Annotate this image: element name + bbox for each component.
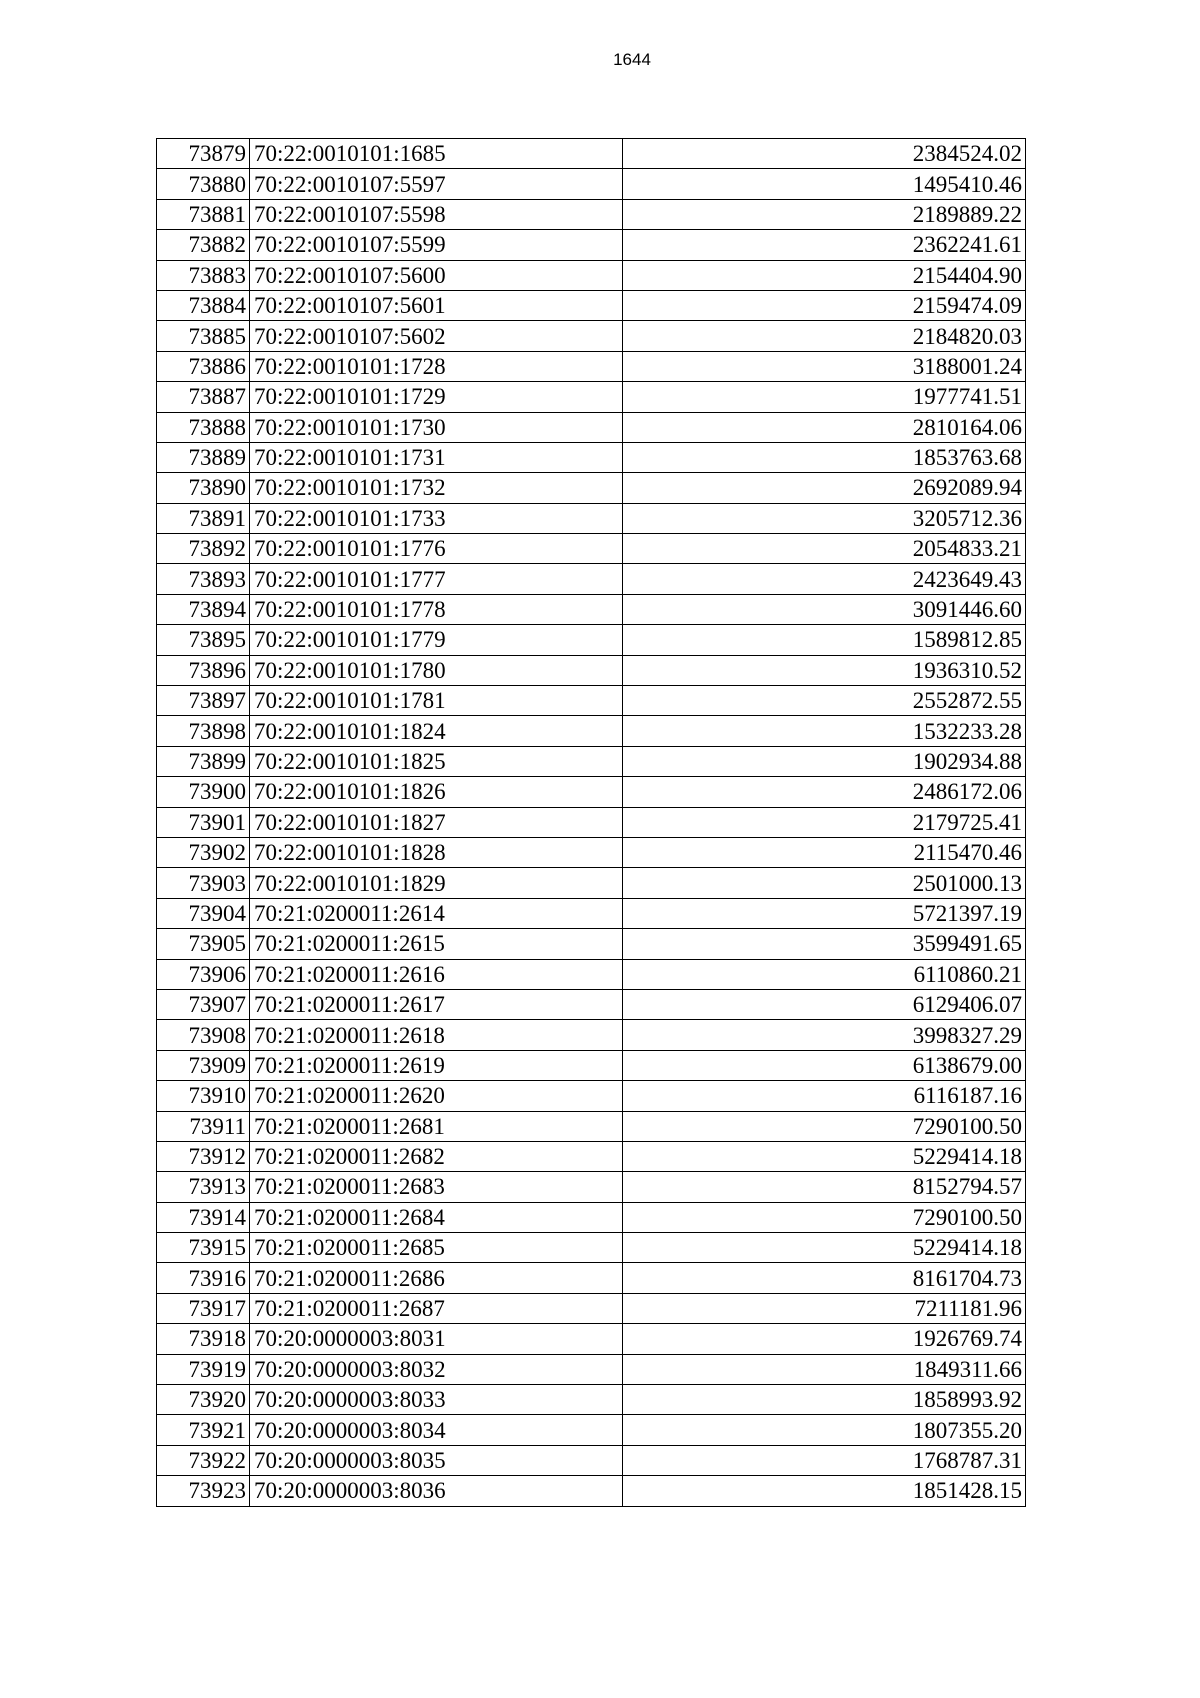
table-row — [157, 1141, 1026, 1171]
row-number-cell: 73881 — [157, 199, 250, 229]
row-number-cell: 73894 — [157, 594, 250, 624]
table-row — [157, 321, 1026, 351]
row-number-cell: 73898 — [157, 716, 250, 746]
value-cell: 3205712.36 — [623, 503, 1026, 533]
table-row — [157, 959, 1026, 989]
table-row — [157, 807, 1026, 837]
row-number-cell: 73921 — [157, 1415, 250, 1445]
cadastral-number-cell: 70:21:0200011:2615 — [250, 929, 623, 959]
row-number-cell: 73907 — [157, 989, 250, 1019]
table-row — [157, 655, 1026, 685]
row-number-cell: 73908 — [157, 1020, 250, 1050]
value-cell: 2179725.41 — [623, 807, 1026, 837]
cadastral-number-cell: 70:21:0200011:2619 — [250, 1050, 623, 1080]
value-cell: 7211181.96 — [623, 1293, 1026, 1323]
table-row — [157, 534, 1026, 564]
table-row — [157, 199, 1026, 229]
row-number-cell: 73893 — [157, 564, 250, 594]
row-number-cell: 73888 — [157, 412, 250, 442]
table-row — [157, 1445, 1026, 1475]
cadastral-number-cell: 70:20:0000003:8035 — [250, 1445, 623, 1475]
row-number-cell: 73911 — [157, 1111, 250, 1141]
row-number-cell: 73892 — [157, 534, 250, 564]
row-number-cell: 73922 — [157, 1445, 250, 1475]
row-number-cell: 73919 — [157, 1354, 250, 1384]
value-cell: 5721397.19 — [623, 898, 1026, 928]
row-number-cell: 73914 — [157, 1202, 250, 1232]
row-number-cell: 73884 — [157, 290, 250, 320]
value-cell: 8161704.73 — [623, 1263, 1026, 1293]
row-number-cell: 73882 — [157, 230, 250, 260]
table-row — [157, 1233, 1026, 1263]
table-row — [157, 625, 1026, 655]
value-cell: 6138679.00 — [623, 1050, 1026, 1080]
value-cell: 6129406.07 — [623, 989, 1026, 1019]
cadastral-number-cell: 70:22:0010101:1776 — [250, 534, 623, 564]
table-row — [157, 1202, 1026, 1232]
cadastral-number-cell: 70:22:0010101:1733 — [250, 503, 623, 533]
cadastral-number-cell: 70:22:0010101:1824 — [250, 716, 623, 746]
row-number-cell: 73900 — [157, 777, 250, 807]
value-cell: 2384524.02 — [623, 139, 1026, 169]
value-cell: 1853763.68 — [623, 442, 1026, 472]
row-number-cell: 73886 — [157, 351, 250, 381]
cadastral-number-cell: 70:22:0010101:1780 — [250, 655, 623, 685]
table-row — [157, 686, 1026, 716]
table-row — [157, 1081, 1026, 1111]
cadastral-number-cell: 70:22:0010101:1828 — [250, 837, 623, 867]
table-row — [157, 564, 1026, 594]
value-cell: 2159474.09 — [623, 290, 1026, 320]
table-row — [157, 1020, 1026, 1050]
cadastral-number-cell: 70:20:0000003:8034 — [250, 1415, 623, 1445]
row-number-cell: 73902 — [157, 837, 250, 867]
cadastral-number-cell: 70:22:0010101:1825 — [250, 746, 623, 776]
cadastral-number-cell: 70:22:0010107:5598 — [250, 199, 623, 229]
value-cell: 2054833.21 — [623, 534, 1026, 564]
row-number-cell: 73890 — [157, 473, 250, 503]
table-row — [157, 746, 1026, 776]
cadastral-number-cell: 70:22:0010101:1685 — [250, 139, 623, 169]
cadastral-number-cell: 70:22:0010107:5601 — [250, 290, 623, 320]
table-row — [157, 1050, 1026, 1080]
value-cell: 1977741.51 — [623, 382, 1026, 412]
cadastral-number-cell: 70:21:0200011:2686 — [250, 1263, 623, 1293]
cadastral-number-cell: 70:21:0200011:2683 — [250, 1172, 623, 1202]
table-row — [157, 230, 1026, 260]
table-row — [157, 473, 1026, 503]
value-cell: 8152794.57 — [623, 1172, 1026, 1202]
table-row — [157, 1111, 1026, 1141]
cadastral-number-cell: 70:22:0010101:1731 — [250, 442, 623, 472]
value-cell: 1902934.88 — [623, 746, 1026, 776]
cadastral-number-cell: 70:21:0200011:2685 — [250, 1233, 623, 1263]
table-row — [157, 442, 1026, 472]
row-number-cell: 73880 — [157, 169, 250, 199]
row-number-cell: 73887 — [157, 382, 250, 412]
value-cell: 3188001.24 — [623, 351, 1026, 381]
row-number-cell: 73909 — [157, 1050, 250, 1080]
table-row — [157, 898, 1026, 928]
row-number-cell: 73896 — [157, 655, 250, 685]
value-cell: 6116187.16 — [623, 1081, 1026, 1111]
table-row — [157, 1263, 1026, 1293]
row-number-cell: 73904 — [157, 898, 250, 928]
table-row — [157, 169, 1026, 199]
row-number-cell: 73901 — [157, 807, 250, 837]
table-row — [157, 1324, 1026, 1354]
value-cell: 7290100.50 — [623, 1111, 1026, 1141]
cadastral-number-cell: 70:20:0000003:8031 — [250, 1324, 623, 1354]
value-cell: 2501000.13 — [623, 868, 1026, 898]
row-number-cell: 73912 — [157, 1141, 250, 1171]
cadastral-number-cell: 70:22:0010101:1730 — [250, 412, 623, 442]
value-cell: 1495410.46 — [623, 169, 1026, 199]
cadastral-number-cell: 70:21:0200011:2617 — [250, 989, 623, 1019]
table-row — [157, 868, 1026, 898]
value-cell: 1849311.66 — [623, 1354, 1026, 1384]
table-row — [157, 716, 1026, 746]
row-number-cell: 73879 — [157, 139, 250, 169]
cadastral-number-cell: 70:21:0200011:2614 — [250, 898, 623, 928]
value-cell: 2692089.94 — [623, 473, 1026, 503]
row-number-cell: 73885 — [157, 321, 250, 351]
value-cell: 2362241.61 — [623, 230, 1026, 260]
cadastral-number-cell: 70:21:0200011:2687 — [250, 1293, 623, 1323]
row-number-cell: 73917 — [157, 1293, 250, 1323]
value-cell: 1807355.20 — [623, 1415, 1026, 1445]
row-number-cell: 73913 — [157, 1172, 250, 1202]
cadastral-number-cell: 70:21:0200011:2684 — [250, 1202, 623, 1232]
table-row — [157, 503, 1026, 533]
page-number: 1644 — [613, 50, 651, 69]
value-cell: 3599491.65 — [623, 929, 1026, 959]
row-number-cell: 73923 — [157, 1476, 250, 1506]
value-cell: 1768787.31 — [623, 1445, 1026, 1475]
cadastral-number-cell: 70:22:0010107:5599 — [250, 230, 623, 260]
table-row — [157, 777, 1026, 807]
row-number-cell: 73918 — [157, 1324, 250, 1354]
row-number-cell: 73883 — [157, 260, 250, 290]
row-number-cell: 73891 — [157, 503, 250, 533]
table-row — [157, 837, 1026, 867]
value-cell: 1936310.52 — [623, 655, 1026, 685]
table-row — [157, 1476, 1026, 1506]
cadastral-number-cell: 70:22:0010107:5600 — [250, 260, 623, 290]
value-cell: 2423649.43 — [623, 564, 1026, 594]
table-row — [157, 260, 1026, 290]
cadastral-number-cell: 70:22:0010107:5602 — [250, 321, 623, 351]
value-cell: 5229414.18 — [623, 1141, 1026, 1171]
value-cell: 2189889.22 — [623, 199, 1026, 229]
table-row — [157, 351, 1026, 381]
row-number-cell: 73889 — [157, 442, 250, 472]
cadastral-number-cell: 70:21:0200011:2620 — [250, 1081, 623, 1111]
cadastral-number-cell: 70:22:0010101:1781 — [250, 686, 623, 716]
cadastral-number-cell: 70:22:0010101:1827 — [250, 807, 623, 837]
row-number-cell: 73920 — [157, 1385, 250, 1415]
table-row — [157, 594, 1026, 624]
cadastral-number-cell: 70:21:0200011:2618 — [250, 1020, 623, 1050]
row-number-cell: 73915 — [157, 1233, 250, 1263]
table-row — [157, 290, 1026, 320]
cadastral-number-cell: 70:20:0000003:8032 — [250, 1354, 623, 1384]
cadastral-number-cell: 70:20:0000003:8033 — [250, 1385, 623, 1415]
value-cell: 1851428.15 — [623, 1476, 1026, 1506]
table-row — [157, 1415, 1026, 1445]
value-cell: 1589812.85 — [623, 625, 1026, 655]
table-row — [157, 1293, 1026, 1323]
row-number-cell: 73910 — [157, 1081, 250, 1111]
value-cell: 5229414.18 — [623, 1233, 1026, 1263]
value-cell: 2184820.03 — [623, 321, 1026, 351]
cadastral-number-cell: 70:22:0010101:1729 — [250, 382, 623, 412]
value-cell: 1532233.28 — [623, 716, 1026, 746]
cadastral-number-cell: 70:22:0010101:1826 — [250, 777, 623, 807]
cadastral-number-cell: 70:22:0010101:1829 — [250, 868, 623, 898]
row-number-cell: 73895 — [157, 625, 250, 655]
cadastral-number-cell: 70:22:0010101:1728 — [250, 351, 623, 381]
cadastral-number-cell: 70:21:0200011:2682 — [250, 1141, 623, 1171]
value-cell: 1858993.92 — [623, 1385, 1026, 1415]
value-cell: 2154404.90 — [623, 260, 1026, 290]
cadastral-number-cell: 70:21:0200011:2681 — [250, 1111, 623, 1141]
value-cell: 2810164.06 — [623, 412, 1026, 442]
value-cell: 3091446.60 — [623, 594, 1026, 624]
value-cell: 1926769.74 — [623, 1324, 1026, 1354]
row-number-cell: 73897 — [157, 686, 250, 716]
cadastral-number-cell: 70:22:0010101:1778 — [250, 594, 623, 624]
value-cell: 2486172.06 — [623, 777, 1026, 807]
cadastral-number-cell: 70:21:0200011:2616 — [250, 959, 623, 989]
value-cell: 3998327.29 — [623, 1020, 1026, 1050]
cadastral-number-cell: 70:22:0010101:1777 — [250, 564, 623, 594]
cadastral-number-cell: 70:20:0000003:8036 — [250, 1476, 623, 1506]
row-number-cell: 73916 — [157, 1263, 250, 1293]
table-row — [157, 1385, 1026, 1415]
row-number-cell: 73905 — [157, 929, 250, 959]
cadastral-number-cell: 70:22:0010101:1732 — [250, 473, 623, 503]
table-row — [157, 382, 1026, 412]
value-cell: 6110860.21 — [623, 959, 1026, 989]
table-row — [157, 989, 1026, 1019]
row-number-cell: 73903 — [157, 868, 250, 898]
row-number-cell: 73899 — [157, 746, 250, 776]
table-row — [157, 1354, 1026, 1384]
cadastral-number-cell: 70:22:0010107:5597 — [250, 169, 623, 199]
table-body — [157, 139, 1026, 1507]
cadastral-number-cell: 70:22:0010101:1779 — [250, 625, 623, 655]
value-cell: 2115470.46 — [623, 837, 1026, 867]
table-row — [157, 929, 1026, 959]
table-row — [157, 139, 1026, 169]
row-number-cell: 73906 — [157, 959, 250, 989]
table-row — [157, 412, 1026, 442]
data-table — [156, 138, 1026, 1507]
table-row — [157, 1172, 1026, 1202]
value-cell: 2552872.55 — [623, 686, 1026, 716]
value-cell: 7290100.50 — [623, 1202, 1026, 1232]
